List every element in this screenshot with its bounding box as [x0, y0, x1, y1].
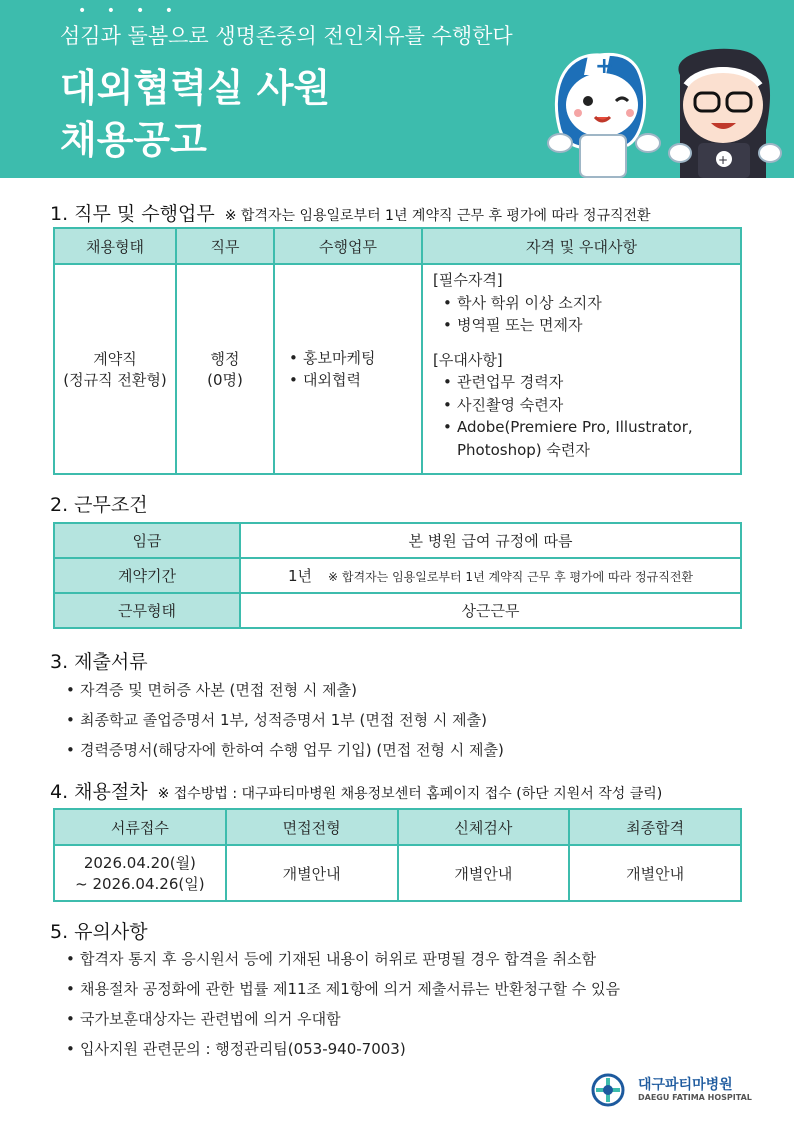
- section4-heading: [50, 777, 662, 804]
- list-item: • 합격자 통지 후 응시원서 등에 기재된 내용이 허위로 판명될 경우 합격을 취소함: [66, 944, 620, 974]
- col-final: 최종합격: [569, 809, 741, 845]
- notice-list: [66, 944, 620, 1064]
- logo-name-en: DAEGU FATIMA HOSPITAL: [638, 1093, 752, 1102]
- job-table-header: [54, 228, 741, 264]
- logo-name-ko: 대구파티마병원: [638, 1077, 733, 1093]
- list-item: • 자격증 및 면허증 사본 (면접 전형 시 제출): [66, 675, 504, 705]
- section1-note: ※ 합격자는 임용일로부터 1년 계약직 근무 후 평가에 따라 정규직전환: [224, 208, 651, 224]
- section2-heading: 2. 근무조건: [50, 494, 148, 516]
- table-row: [54, 593, 741, 628]
- list-item: • 홍보마케팅: [289, 347, 421, 369]
- job-table: [53, 227, 742, 475]
- section5-heading: 5. 유의사항: [50, 921, 148, 943]
- svg-text:+: +: [595, 54, 614, 79]
- documents-list: [66, 675, 504, 765]
- preferred-label: [우대사항]: [433, 350, 503, 369]
- cell-interview: 개별안내: [226, 845, 398, 901]
- col-document: 서류접수: [54, 809, 226, 845]
- logo-mark-icon: [588, 1073, 628, 1107]
- title-line-1: 대외협력실 사원: [60, 66, 331, 110]
- cell-type: [54, 264, 176, 474]
- col-type: 채용형태: [54, 228, 176, 264]
- cell-medical: 개별안내: [398, 845, 570, 901]
- list-item: • 최종학교 졸업증명서 1부, 성적증명서 1부 (면접 전형 시 제출): [66, 705, 504, 735]
- table-row: [54, 845, 741, 901]
- label-contract: 계약기간: [54, 558, 240, 593]
- duty-list: [289, 347, 421, 391]
- section3-heading: 3. 제출서류: [50, 651, 148, 673]
- job-table-row: [54, 264, 741, 474]
- contract-note: ※ 합격자는 임용일로부터 1년 계약직 근무 후 평가에 따라 정규직전환: [328, 570, 694, 584]
- list-item: • 대외협력: [289, 369, 421, 391]
- value-worktype: 상근근무: [240, 593, 741, 628]
- job-text: 행정: [210, 350, 240, 368]
- hospital-logo: [588, 1072, 758, 1108]
- svg-text:+: +: [718, 153, 729, 167]
- col-interview: 면접전형: [226, 809, 398, 845]
- type-text: 계약직: [93, 350, 137, 368]
- decor-dots: • •: [136, 3, 181, 19]
- list-item: • 사진촬영 숙련자: [443, 394, 730, 417]
- list-item: • 경력증명서(해당자에 한하여 수행 업무 기입) (면접 전형 시 제출): [66, 735, 504, 765]
- list-item: • 병역필 또는 면제자: [443, 314, 730, 337]
- process-table: [53, 808, 742, 902]
- value-salary: 본 병원 급여 규정에 따름: [240, 523, 741, 558]
- cell-job: [176, 264, 274, 474]
- section4-title: 4. 채용절차: [50, 781, 148, 803]
- title-line-2: 채용공고: [60, 118, 207, 162]
- header-banner: [0, 0, 794, 178]
- decor-dots: • •: [78, 3, 123, 19]
- value-contract: [240, 558, 741, 593]
- list-item: • 학사 학위 이상 소지자: [443, 292, 730, 315]
- col-duty: 수행업무: [274, 228, 422, 264]
- col-medical: 신체검사: [398, 809, 570, 845]
- label-worktype: 근무형태: [54, 593, 240, 628]
- section4-note: ※ 접수방법 : 대구파티마병원 채용정보센터 홈페이지 접수 (하단 지원서 작성 클릭): [157, 786, 663, 802]
- col-job: 직무: [176, 228, 274, 264]
- contract-period: 1년: [287, 567, 313, 585]
- list-item: • 입사지원 관련문의 : 행정관리팀(053-940-7003): [66, 1034, 620, 1064]
- process-table-header: [54, 809, 741, 845]
- date-end: ~ 2026.04.26(일): [75, 875, 205, 893]
- list-item: • Adobe(Premiere Pro, Illustrator, Photoshop) 숙련자: [443, 416, 730, 461]
- table-row: [54, 523, 741, 558]
- mascot-illustration: [540, 35, 790, 178]
- cell-document-date: [54, 845, 226, 901]
- list-item: • 관련업무 경력자: [443, 371, 730, 394]
- table-row: [54, 558, 741, 593]
- cell-duty: [274, 264, 422, 474]
- label-salary: 임금: [54, 523, 240, 558]
- required-label: [필수자격]: [433, 271, 503, 289]
- list-item: • 채용절차 공정화에 관한 법률 제11조 제1항에 의거 제출서류는 반환청구할 수 있음: [66, 974, 620, 1004]
- page-title: [60, 62, 330, 166]
- section1-title: 1. 직무 및 수행업무: [50, 203, 215, 225]
- cell-qualification: [422, 264, 741, 474]
- section1-heading: [50, 199, 651, 226]
- type-sub-text: (정규직 전환형): [63, 371, 167, 389]
- conditions-table: [53, 522, 742, 629]
- cell-final: 개별안내: [569, 845, 741, 901]
- slogan: 섬김과 돌봄으로 생명존중의 전인치유를 수행한다: [60, 24, 513, 48]
- col-qualification: 자격 및 우대사항: [422, 228, 741, 264]
- preferred-list: [433, 371, 730, 461]
- job-count: (0명): [207, 371, 243, 389]
- list-item: • 국가보훈대상자는 관련법에 의거 우대함: [66, 1004, 620, 1034]
- date-start: 2026.04.20(월): [83, 854, 196, 872]
- required-list: [433, 292, 730, 337]
